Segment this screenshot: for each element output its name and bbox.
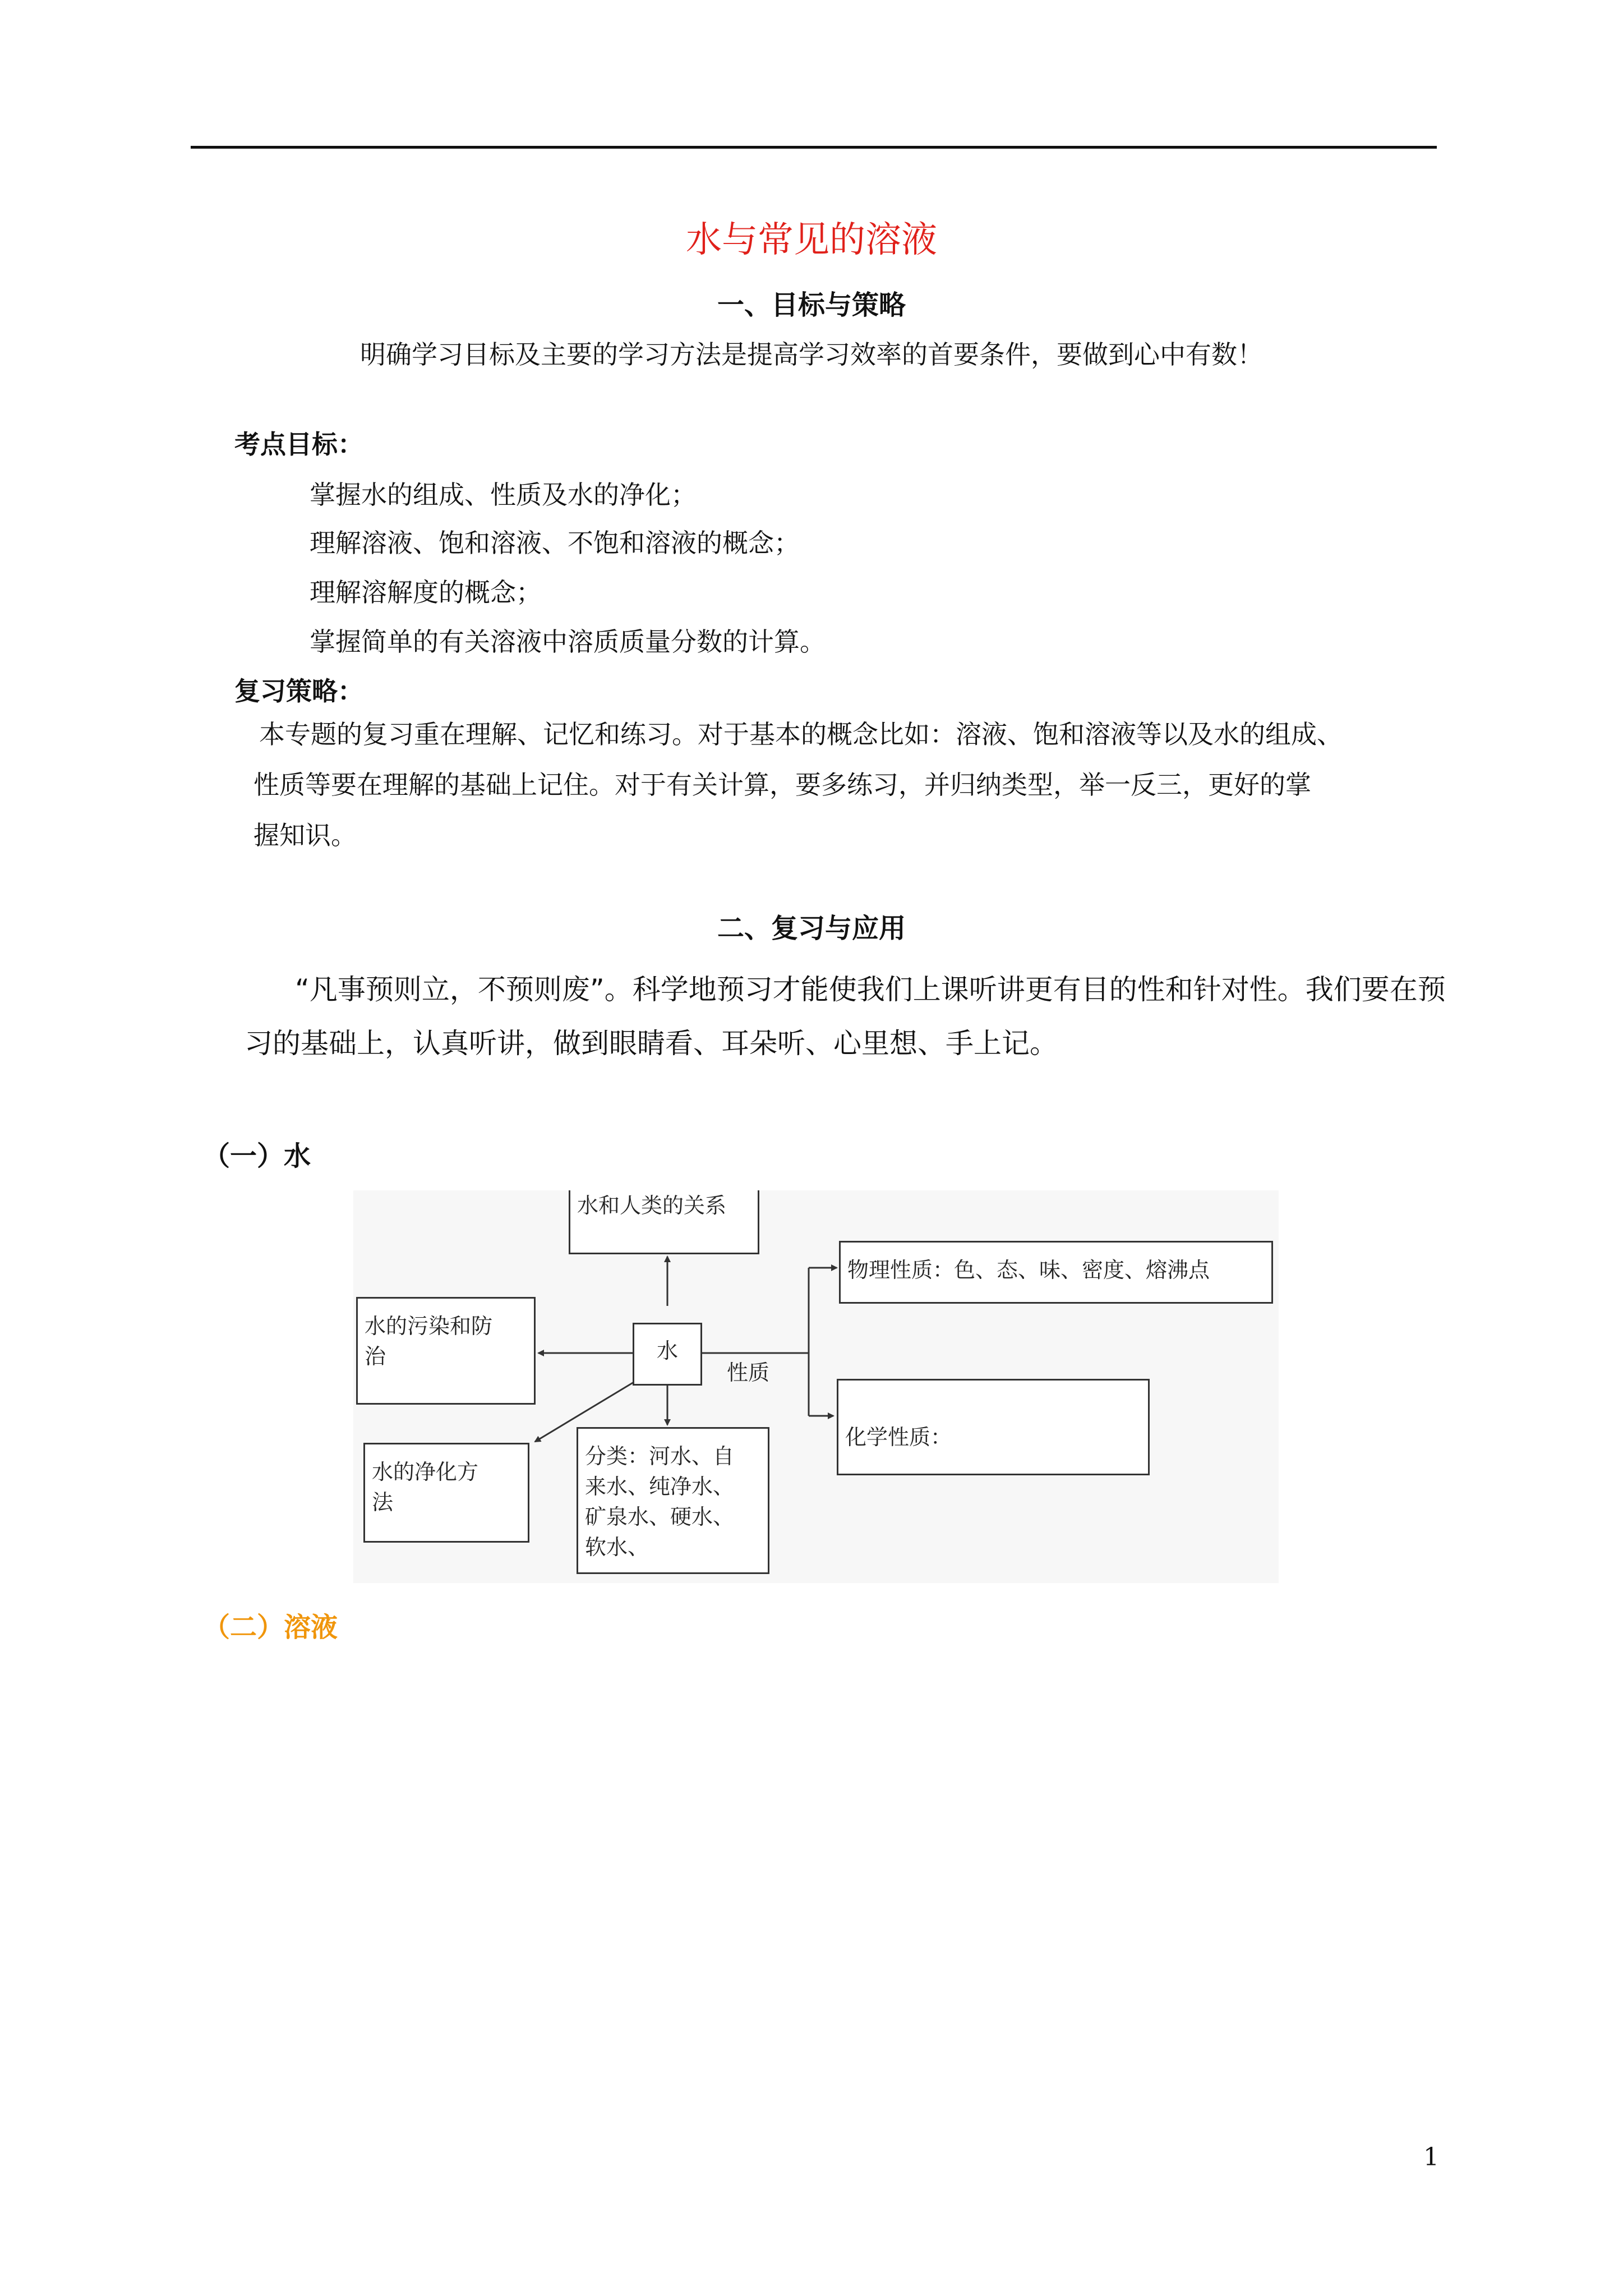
human-relation-box xyxy=(569,1190,759,1254)
physical-property-box xyxy=(839,1241,1273,1304)
targets-label: 考点目标： xyxy=(234,429,363,459)
water-center-text: 水 xyxy=(656,1338,678,1363)
section1-heading: 一、目标与策略 xyxy=(717,289,906,321)
page-number: 1 xyxy=(1423,2143,1439,2171)
pollution-line-2: 治 xyxy=(365,1344,386,1369)
physical-property-text: 物理性质：色、态、味、密度、熔沸点 xyxy=(847,1258,1210,1282)
header-rule xyxy=(191,146,1437,149)
section2-line-2: 习的基础上，认真听讲，做到眼睛看、耳朵听、心里想、手上记。 xyxy=(245,1027,1058,1060)
target-item-1: 掌握水的组成、性质及水的净化； xyxy=(310,480,697,510)
purification-box xyxy=(363,1443,529,1543)
part2-label: （二）溶液 xyxy=(203,1612,338,1643)
target-item-2: 理解溶液、饱和溶液、不饱和溶液的概念； xyxy=(310,528,800,558)
target-item-4: 掌握简单的有关溶液中溶质质量分数的计算。 xyxy=(310,627,826,657)
pollution-line-1: 水的污染和防 xyxy=(365,1314,493,1338)
classification-line-1: 分类：河水、自 xyxy=(585,1444,735,1469)
target-item-3: 理解溶解度的概念； xyxy=(310,577,542,608)
page-title: 水与常见的溶液 xyxy=(686,219,937,261)
part1-label: （一）水 xyxy=(203,1140,311,1172)
purification-line-1: 水的净化方 xyxy=(372,1460,479,1484)
classification-line-4: 软水、 xyxy=(585,1535,649,1559)
section2-line-1: “凡事预则立，不预则废”。科学地预习才能使我们上课听讲更有目的性和针对性。我们要在预 xyxy=(295,973,1446,1006)
strategy-paragraph xyxy=(253,709,1465,861)
section2-paragraph xyxy=(245,963,1512,1070)
water-center-box xyxy=(633,1323,702,1386)
strategy-line-1: 本专题的复习重在理解、记忆和练习。对于基本的概念比如：溶液、饱和溶液等以及水的组成、 xyxy=(259,719,1343,749)
purification-line-2: 法 xyxy=(372,1490,394,1515)
section2-heading: 二、复习与应用 xyxy=(717,913,906,944)
section1-intro: 明确学习目标及主要的学习方法是提高学习效率的首要条件，要做到心中有数！ xyxy=(360,339,1263,370)
property-edge-label: 性质 xyxy=(727,1360,770,1385)
chemical-property-box xyxy=(837,1379,1150,1475)
strategy-label: 复习策略： xyxy=(234,676,363,706)
human-relation-text: 水和人类的关系 xyxy=(577,1193,727,1218)
classification-line-2: 来水、纯净水、 xyxy=(585,1474,735,1499)
pollution-box xyxy=(356,1297,536,1405)
classification-line-3: 矿泉水、硬水、 xyxy=(585,1504,735,1529)
chemical-property-text: 化学性质： xyxy=(845,1425,952,1450)
strategy-line-2: 性质等要在理解的基础上记住。对于有关计算，要多练习，并归纳类型，举一反三，更好的掌 xyxy=(253,770,1311,800)
classification-box xyxy=(577,1427,769,1574)
strategy-line-3: 握知识。 xyxy=(253,820,357,850)
water-concept-diagram xyxy=(353,1190,1279,1583)
